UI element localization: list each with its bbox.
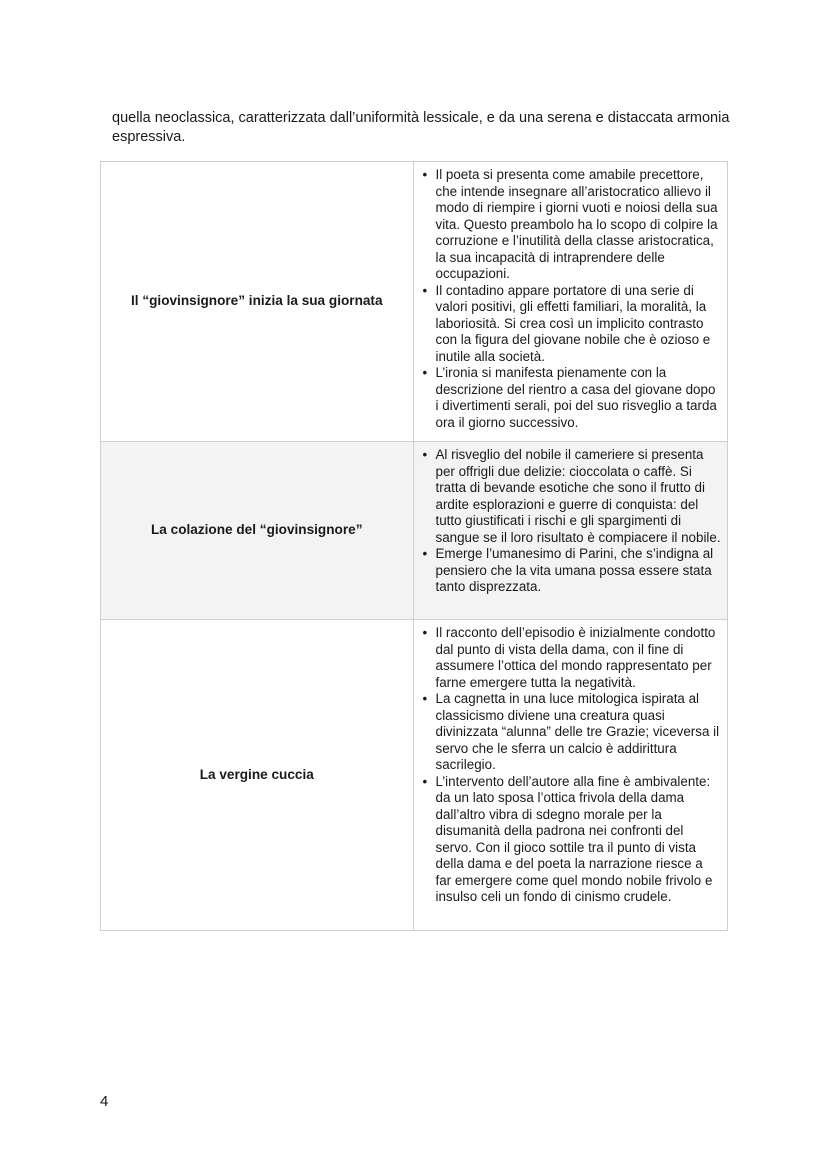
list-item bbox=[422, 167, 723, 283]
list-item-text: L’ironia si manifesta pienamente con la descrizione del rientro a casa del giovane dopo i divertimenti serali, poi del suo risveglio a tarda ora il giorno successivo. bbox=[435, 365, 717, 430]
list-item-text: L’intervento dell’autore alla fine è ambivalente: da un lato sposa l’ottica frivola della dama dall’altro vibra di sdegno morale per la disumanità della padrona nei confronti del servo. Con il gioco sottile tra il punto di vista della dama e del poeta la narrazione riesce a far emergere come quel mondo nobile frivolo e insulso celi un fondo di cinismo crudele. bbox=[435, 773, 713, 904]
bullet-icon: • bbox=[422, 546, 428, 561]
list-item-text: Il poeta si presenta come amabile precettore, che intende insegnare all’aristocratico allievo il modo di riempire i giorni vuoti e noiosi della sua vita. Questo preambolo ha lo scopo di colpire la corruzione e l’inutilità della classe aristocratica, la sua incapacità di intraprendere delle occupazioni. bbox=[435, 167, 718, 281]
row-content bbox=[413, 620, 728, 931]
list-item-text: Il racconto dell’episodio è inizialmente condotto dal punto di vista della dama, con il fine di assumere l’ottica del mondo rappresentato per farne emergere tutta la negatività. bbox=[435, 625, 716, 690]
list-item bbox=[422, 546, 723, 596]
list-item-text: La cagnetta in una luce mitologica ispirata al classicismo diviene una creatura quasi divinizzata “alunna” delle tre Grazie; viceversa il servo che le sferra un calcio è addirittura sacrilegio. bbox=[435, 691, 720, 772]
bullet-icon: • bbox=[422, 625, 428, 640]
bullet-icon: • bbox=[422, 773, 428, 789]
bullet-list bbox=[422, 447, 723, 596]
list-item bbox=[422, 447, 723, 546]
list-item bbox=[422, 774, 723, 906]
list-item bbox=[422, 283, 723, 366]
row-title: La vergine cuccia bbox=[101, 620, 414, 931]
table-row bbox=[101, 442, 728, 620]
summary-table bbox=[100, 161, 728, 931]
bullet-list bbox=[422, 625, 723, 906]
row-title: La colazione del “giovinsignore” bbox=[101, 442, 414, 620]
row-content bbox=[413, 442, 728, 620]
list-item-text: Il contadino appare portatore di una serie di valori positivi, gli effetti familiari, la moralità, la laboriosità. Si crea così un implicito contrasto con la figura del giovane nobile che è ozioso e inutile alla società. bbox=[435, 282, 711, 364]
bullet-icon: • bbox=[422, 365, 428, 380]
row-title: Il “giovinsignore” inizia la sua giornata bbox=[101, 162, 414, 442]
bullet-icon: • bbox=[422, 691, 428, 706]
bullet-icon: • bbox=[422, 167, 428, 182]
list-item bbox=[422, 365, 723, 431]
list-item bbox=[422, 691, 723, 774]
bullet-icon: • bbox=[422, 447, 428, 462]
table-row bbox=[101, 162, 728, 442]
bullet-icon: • bbox=[422, 282, 428, 298]
list-item bbox=[422, 625, 723, 691]
table-row bbox=[101, 620, 728, 931]
bullet-list bbox=[422, 167, 723, 431]
row-content bbox=[413, 162, 728, 442]
intro-paragraph: quella neoclassica, caratterizzata dall’uniformità lessicale, e da una serena e distaccata armonia espressiva. bbox=[112, 110, 730, 145]
list-item-text: Al risveglio del nobile il cameriere si presenta per offrigli due delizie: cioccolata o caffè. Si tratta di bevande esotiche che sono il frutto di ardite esplorazioni e guerre di conquista: del tutto giustificati i rischi e gli spargimenti di sangue se il loro risultato è compiacere il nobile. bbox=[435, 447, 721, 545]
list-item-text: Emerge l’umanesimo di Parini, che s’indigna al pensiero che la vita umana possa essere stata tanto disprezzata. bbox=[435, 546, 714, 594]
page-number: 4 bbox=[100, 1093, 109, 1110]
